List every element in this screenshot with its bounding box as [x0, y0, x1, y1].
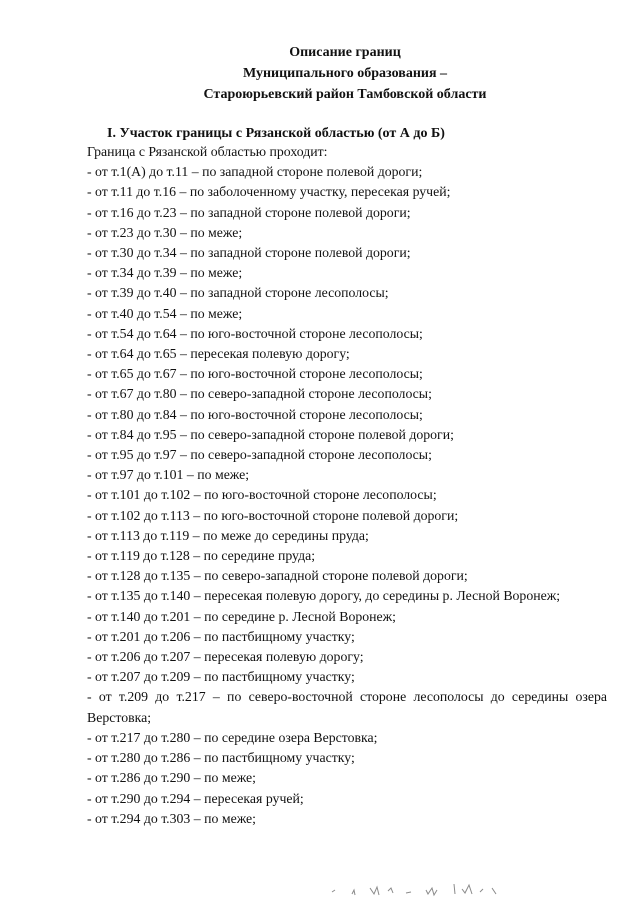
- list-item: - от т.1(А) до т.11 – по западной стороне полевой дороги;: [87, 164, 423, 180]
- list-item: - от т.201 до т.206 – по пастбищному участку;: [87, 628, 355, 644]
- list-item: - от т.113 до т.119 – по меже до середины пруда;: [87, 527, 369, 543]
- list-item: - от т.102 до т.113 – по юго-восточной стороне полевой дороги;: [87, 507, 459, 523]
- list-item: - от т.30 до т.34 – по западной стороне полевой дороги;: [87, 245, 411, 261]
- section-intro: Граница с Рязанской областью проходит:: [87, 144, 328, 159]
- list-item: - от т.128 до т.135 – по северо-западной стороне полевой дороги;: [87, 568, 468, 584]
- list-item: - от т.64 до т.65 – пересекая полевую дорогу;: [87, 346, 350, 362]
- list-item: - от т.34 до т.39 – по меже;: [87, 265, 243, 281]
- list-item: - от т.65 до т.67 – по юго-восточной стороне лесополосы;: [87, 366, 423, 382]
- list-item: - от т.280 до т.286 – по пастбищному участку;: [87, 750, 355, 766]
- list-item: - от т.290 до т.294 – пересекая ручей;: [87, 790, 304, 806]
- boundary-description: [87, 142, 607, 829]
- list-item: - от т.135 до т.140 – пересекая полевую дорогу, до середины р. Лесной Воронеж;: [87, 588, 561, 604]
- title-line-3: Староюрьевский район Тамбовской области: [203, 87, 487, 102]
- list-item: - от т.140 до т.201 – по середине р. Лесной Воронеж;: [87, 608, 397, 624]
- document-title: [0, 42, 640, 105]
- list-item: - от т.209 до т.217 – по северо-восточной стороне лесополосы до середины озера Верстовка;: [87, 689, 607, 725]
- list-item: - от т.95 до т.97 – по северо-западной стороне лесополосы;: [87, 447, 432, 463]
- list-item: - от т.67 до т.80 – по северо-западной стороне лесополосы;: [87, 386, 432, 402]
- list-item: - от т.16 до т.23 – по западной стороне полевой дороги;: [87, 204, 411, 220]
- list-item: - от т.97 до т.101 – по меже;: [87, 467, 250, 483]
- list-item: - от т.101 до т.102 – по юго-восточной стороне лесополосы;: [87, 487, 437, 503]
- list-item: - от т.84 до т.95 – по северо-западной стороне полевой дороги;: [87, 426, 454, 442]
- list-item: - от т.11 до т.16 – по заболоченному участку, пересекая ручей;: [87, 184, 451, 200]
- list-item: - от т.80 до т.84 – по юго-восточной стороне лесополосы;: [87, 406, 423, 422]
- list-item: - от т.23 до т.30 – по меже;: [87, 224, 243, 240]
- section-heading: I. Участок границы с Рязанской областью (от А до Б): [107, 126, 445, 141]
- list-item: - от т.206 до т.207 – пересекая полевую дорогу;: [87, 649, 364, 665]
- list-item: - от т.119 до т.128 – по середине пруда;: [87, 548, 316, 564]
- title-line-1: Описание границ: [289, 45, 401, 60]
- list-item: - от т.294 до т.303 – по меже;: [87, 810, 257, 826]
- list-item: - от т.217 до т.280 – по середине озера Верстовка;: [87, 729, 378, 745]
- list-item: - от т.286 до т.290 – по меже;: [87, 770, 257, 786]
- list-item: - от т.207 до т.209 – по пастбищному участку;: [87, 669, 355, 685]
- list-item: - от т.39 до т.40 – по западной стороне лесополосы;: [87, 285, 389, 301]
- list-item: - от т.54 до т.64 – по юго-восточной стороне лесополосы;: [87, 325, 423, 341]
- scan-artifact-marks: [330, 876, 510, 900]
- title-line-2: Муниципального образования –: [242, 66, 448, 81]
- list-item: - от т.40 до т.54 – по меже;: [87, 305, 243, 321]
